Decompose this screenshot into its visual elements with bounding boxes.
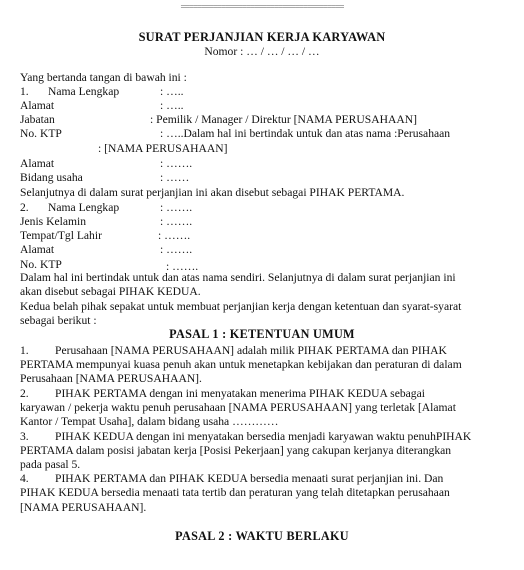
item-line: PIHAK KEDUA bersedia menaati tata tertib dan peraturan yang telah ditetapkan perusahaan xyxy=(20,486,450,499)
item-number: 3. xyxy=(20,430,29,443)
item-number: 2. xyxy=(20,387,29,400)
party-one-address2-value: : ……. xyxy=(160,157,193,170)
party-two-birth-label: Tempat/Tgl Lahir xyxy=(20,229,102,242)
item-number: 1. xyxy=(20,344,29,357)
party-two-address-label: Alamat xyxy=(20,243,55,256)
party-two-name-label: Nama Lengkap xyxy=(48,201,120,214)
party-one-business-label: Bidang usaha xyxy=(20,171,83,184)
party-one-name-value: : ….. xyxy=(160,85,184,98)
party-two-gender-value: : ……. xyxy=(160,215,193,228)
document-title: SURAT PERJANJIAN KERJA KARYAWAN xyxy=(138,30,386,44)
party-two-closing-line1: Dalam hal ini bertindak untuk dan atas nama sendiri. Selanjutnya di dalam surat perjanjian ini xyxy=(20,271,456,284)
party-one-ktp-value: : …..Dalam hal ini bertindak untuk dan atas nama :Perusahaan xyxy=(160,127,451,140)
item-line: pada pasal 5. xyxy=(20,458,81,471)
party-one-address2-label: Alamat xyxy=(20,157,55,170)
party-two-closing-line2: akan disebut sebagai PIHAK KEDUA. xyxy=(20,285,201,298)
item-number: 4. xyxy=(20,472,29,485)
party-one-position-label: Jabatan xyxy=(20,113,55,126)
item-line: PERTAMA dalam posisi jabatan kerja [Posisi Pekerjaan] yang cakupan kerjanya diterangkan xyxy=(20,444,452,457)
item-line: Kantor / Tempat Usaha], dalam bidang usaha ………… xyxy=(20,415,279,428)
party-one-position-value: : Pemilik / Manager / Direktur [NAMA PERUSAHAAN] xyxy=(150,113,417,126)
item-line: PIHAK PERTAMA dan PIHAK KEDUA bersedia menaati surat perjanjian ini. Dan xyxy=(55,472,444,485)
item-line: karyawan / pekerja waktu penuh perusahaan [NAMA PERUSAHAAN] yang terletak [Alamat xyxy=(20,401,456,414)
party-two-ktp-value: : ……. xyxy=(166,260,199,273)
pasal-2-title: PASAL 2 : WAKTU BERLAKU xyxy=(175,529,349,543)
party-one-name-label: Nama Lengkap xyxy=(48,85,120,98)
party-two-number: 2. xyxy=(20,201,29,214)
item-line: Perusahaan [NAMA PERUSAHAAN] adalah milik PIHAK PERTAMA dan PIHAK xyxy=(55,344,447,357)
party-two-ktp-label: No. KTP xyxy=(20,258,62,271)
party-two-birth-value: : ……. xyxy=(158,229,191,242)
party-two-address-value: : ……. xyxy=(160,243,193,256)
item-line: Perusahaan [NAMA PERUSAHAAN]. xyxy=(20,372,202,385)
party-two-name-value: : ……. xyxy=(160,201,193,214)
item-line: PERTAMA mempunyai kuasa penuh akan untuk menetapkan kebijakan dan peraturan di dalam xyxy=(20,358,462,371)
intro-text: Yang bertanda tangan di bawah ini : xyxy=(20,71,187,84)
document-number: Nomor : … / … / … / … xyxy=(204,45,320,58)
agreement-line1: Kedua belah pihak sepakat untuk membuat perjanjian kerja dengan ketentuan dan syarat-syarat xyxy=(20,300,462,313)
item-line: [NAMA PERUSAHAAN]. xyxy=(20,501,147,514)
party-one-address-label: Alamat xyxy=(20,99,55,112)
party-one-ktp-label: No. KTP xyxy=(20,127,62,140)
party-two-gender-label: Jenis Kelamin xyxy=(20,215,87,228)
header-rule: ======================================== xyxy=(180,2,344,12)
party-one-company-value: : [NAMA PERUSAHAAN] xyxy=(98,142,228,155)
party-one-address-value: : ….. xyxy=(160,99,184,112)
item-line: PIHAK PERTAMA dengan ini menyatakan menerima PIHAK KEDUA sebagai xyxy=(55,387,425,400)
item-line: PIHAK KEDUA dengan ini menyatakan bersedia menjadi karyawan waktu penuhPIHAK xyxy=(55,430,472,443)
pasal-1-title: PASAL 1 : KETENTUAN UMUM xyxy=(169,327,355,341)
party-one-business-value: : …… xyxy=(160,171,190,184)
agreement-line2: sebagai berikut : xyxy=(20,314,97,327)
party-one-number: 1. xyxy=(20,85,29,98)
party-one-closing: Selanjutnya di dalam surat perjanjian ini akan disebut sebagai PIHAK PERTAMA. xyxy=(20,186,405,199)
